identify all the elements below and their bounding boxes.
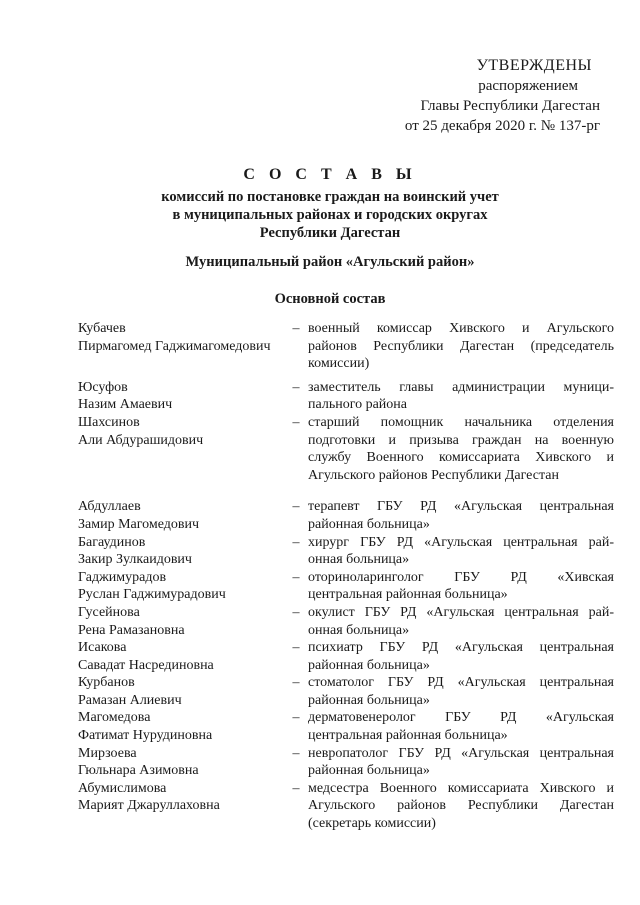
member-role <box>308 414 614 484</box>
member-given-names: Гюльнара Азимовна <box>78 763 199 779</box>
member-given-names: Рена Рамазановна <box>78 622 185 638</box>
member-surname: Кубачев <box>78 321 126 336</box>
member-row <box>78 745 614 780</box>
member-name <box>78 569 284 604</box>
member-row <box>78 534 614 569</box>
member-role-line: заместитель главы администрации муници- <box>308 379 614 395</box>
member-name <box>78 320 284 373</box>
member-role-line: онная больница» <box>308 622 410 638</box>
member-role <box>308 745 614 780</box>
member-given-names: Марият Джаруллаховна <box>78 798 220 814</box>
member-dash: – <box>292 780 300 796</box>
member-surname: Курбанов <box>78 675 135 691</box>
member-name <box>78 498 284 533</box>
heading-line-2: в муниципальных районах и городских округах <box>172 207 488 223</box>
member-surname: Гусейнова <box>78 604 140 620</box>
member-dash: – <box>292 414 300 430</box>
member-role-line: терапевт ГБУ РД «Агульская центральная <box>308 499 614 515</box>
member-surname: Шахсинов <box>78 414 140 430</box>
section-title: Основной состав <box>274 291 386 307</box>
member-role-line: оториноларинголог ГБУ РД «Хивская <box>308 569 614 585</box>
member-role-line: онная больница» <box>308 552 410 568</box>
member-role-line: дерматовенеролог ГБУ РД «Агульская <box>308 710 614 726</box>
member-name <box>78 639 284 674</box>
member-role-line: хирург ГБУ РД «Агульская центральная рай- <box>308 534 614 550</box>
member-role-line: стоматолог ГБУ РД «Агульская центральная <box>308 675 614 691</box>
approval-authority: Главы Республики Дагестан <box>420 98 600 114</box>
approval-by: распоряжением <box>478 78 578 94</box>
member-dash: – <box>292 569 300 585</box>
member-given-names: Закир Зулкаидович <box>78 552 192 568</box>
member-dash: – <box>292 534 300 550</box>
member-given-names: Назим Амаевич <box>78 397 173 413</box>
member-row <box>78 379 614 414</box>
member-role-line: Агульского районов Республики Дагестан <box>308 798 614 814</box>
member-given-names: Али Абдурашидович <box>78 432 204 448</box>
member-row <box>78 320 614 373</box>
member-dash: – <box>292 640 300 656</box>
document-heading <box>60 166 600 242</box>
member-dash: – <box>292 499 300 515</box>
member-role-line: невропатолог ГБУ РД «Агульская центральная <box>308 745 614 761</box>
member-role-line: (секретарь комиссии) <box>308 816 436 832</box>
member-role <box>308 534 614 569</box>
member-surname: Багаудинов <box>78 534 146 550</box>
member-surname: Абдуллаев <box>78 499 141 515</box>
heading-line-1: комиссий по постановке граждан на воинский учет <box>161 189 499 205</box>
member-given-names: Рамазан Алиевич <box>78 692 182 708</box>
member-role-line: районная больница» <box>308 763 430 779</box>
member-role-line: Агульского районов Республики Дагестан <box>308 467 559 483</box>
member-given-names: Замир Магомедович <box>78 516 200 532</box>
member-row <box>78 604 614 639</box>
member-dash: – <box>292 745 300 761</box>
member-role-line: военный комиссар Хивского и Агульского <box>308 321 614 336</box>
member-given-names: Пирмагомед Гаджимагомедович <box>78 338 271 354</box>
member-role <box>308 320 614 373</box>
member-role-line: центральная районная больница» <box>308 728 508 744</box>
member-dash: – <box>292 379 300 395</box>
member-dash: – <box>292 675 300 691</box>
member-dash: – <box>292 710 300 726</box>
members-list <box>78 320 614 833</box>
member-role-line: районная больница» <box>308 516 430 532</box>
member-name <box>78 709 284 744</box>
approval-date: от 25 декабря 2020 г. № 137-рг <box>404 118 600 134</box>
member-role <box>308 674 614 709</box>
member-role <box>308 379 614 414</box>
member-role-line: медсестра Военного комиссариата Хивского и <box>308 780 614 796</box>
member-row <box>78 674 614 709</box>
member-surname: Мирзоева <box>78 745 137 761</box>
member-dash: – <box>292 321 300 336</box>
member-role <box>308 709 614 744</box>
member-name <box>78 780 284 833</box>
member-given-names: Фатимат Нурудиновна <box>78 728 213 744</box>
member-given-names: Савадат Насрединовна <box>78 657 214 673</box>
member-role-line: районов Республики Дагестан (председатель <box>308 338 614 354</box>
member-role-line: окулист ГБУ РД «Агульская центральная рай- <box>308 604 614 620</box>
heading-line-3: Республики Дагестан <box>259 225 401 241</box>
member-row <box>78 414 614 484</box>
member-name <box>78 379 284 414</box>
member-name <box>78 604 284 639</box>
member-role-line: психиатр ГБУ РД «Агульская центральная <box>308 640 614 656</box>
member-role <box>308 604 614 639</box>
member-role-line: районная больница» <box>308 657 430 673</box>
member-row <box>78 709 614 744</box>
document-title: С О С Т А В Ы <box>243 166 417 183</box>
member-role <box>308 639 614 674</box>
member-row <box>78 639 614 674</box>
member-role-line: районная больница» <box>308 692 430 708</box>
member-surname: Юсуфов <box>78 379 128 395</box>
district-title: Муниципальный район «Агульский район» <box>185 254 475 270</box>
member-role-line: службу Военного комиссариата Хивского и <box>308 450 614 466</box>
approval-approved: УТВЕРЖДЕНЫ <box>476 57 592 74</box>
member-role <box>308 780 614 833</box>
member-surname: Магомедова <box>78 710 151 726</box>
member-row <box>78 498 614 533</box>
member-surname: Исакова <box>78 640 127 656</box>
member-role-line: подготовки и призыва граждан на военную <box>308 432 614 448</box>
member-given-names: Руслан Гаджимурадович <box>78 587 226 603</box>
member-role-line: пального района <box>308 397 407 413</box>
member-surname: Абумислимова <box>78 780 167 796</box>
member-row <box>78 569 614 604</box>
member-name <box>78 674 284 709</box>
member-surname: Гаджимурадов <box>78 569 167 585</box>
member-role-line: центральная районная больница» <box>308 587 508 603</box>
member-name <box>78 534 284 569</box>
member-role <box>308 498 614 533</box>
member-row <box>78 780 614 833</box>
approval-stamp <box>360 56 600 136</box>
member-role-line: старший помощник начальника отделения <box>308 414 614 430</box>
member-role-line: комиссии) <box>308 356 370 372</box>
member-role <box>308 569 614 604</box>
member-dash: – <box>292 604 300 620</box>
member-name <box>78 745 284 780</box>
member-name <box>78 414 284 484</box>
